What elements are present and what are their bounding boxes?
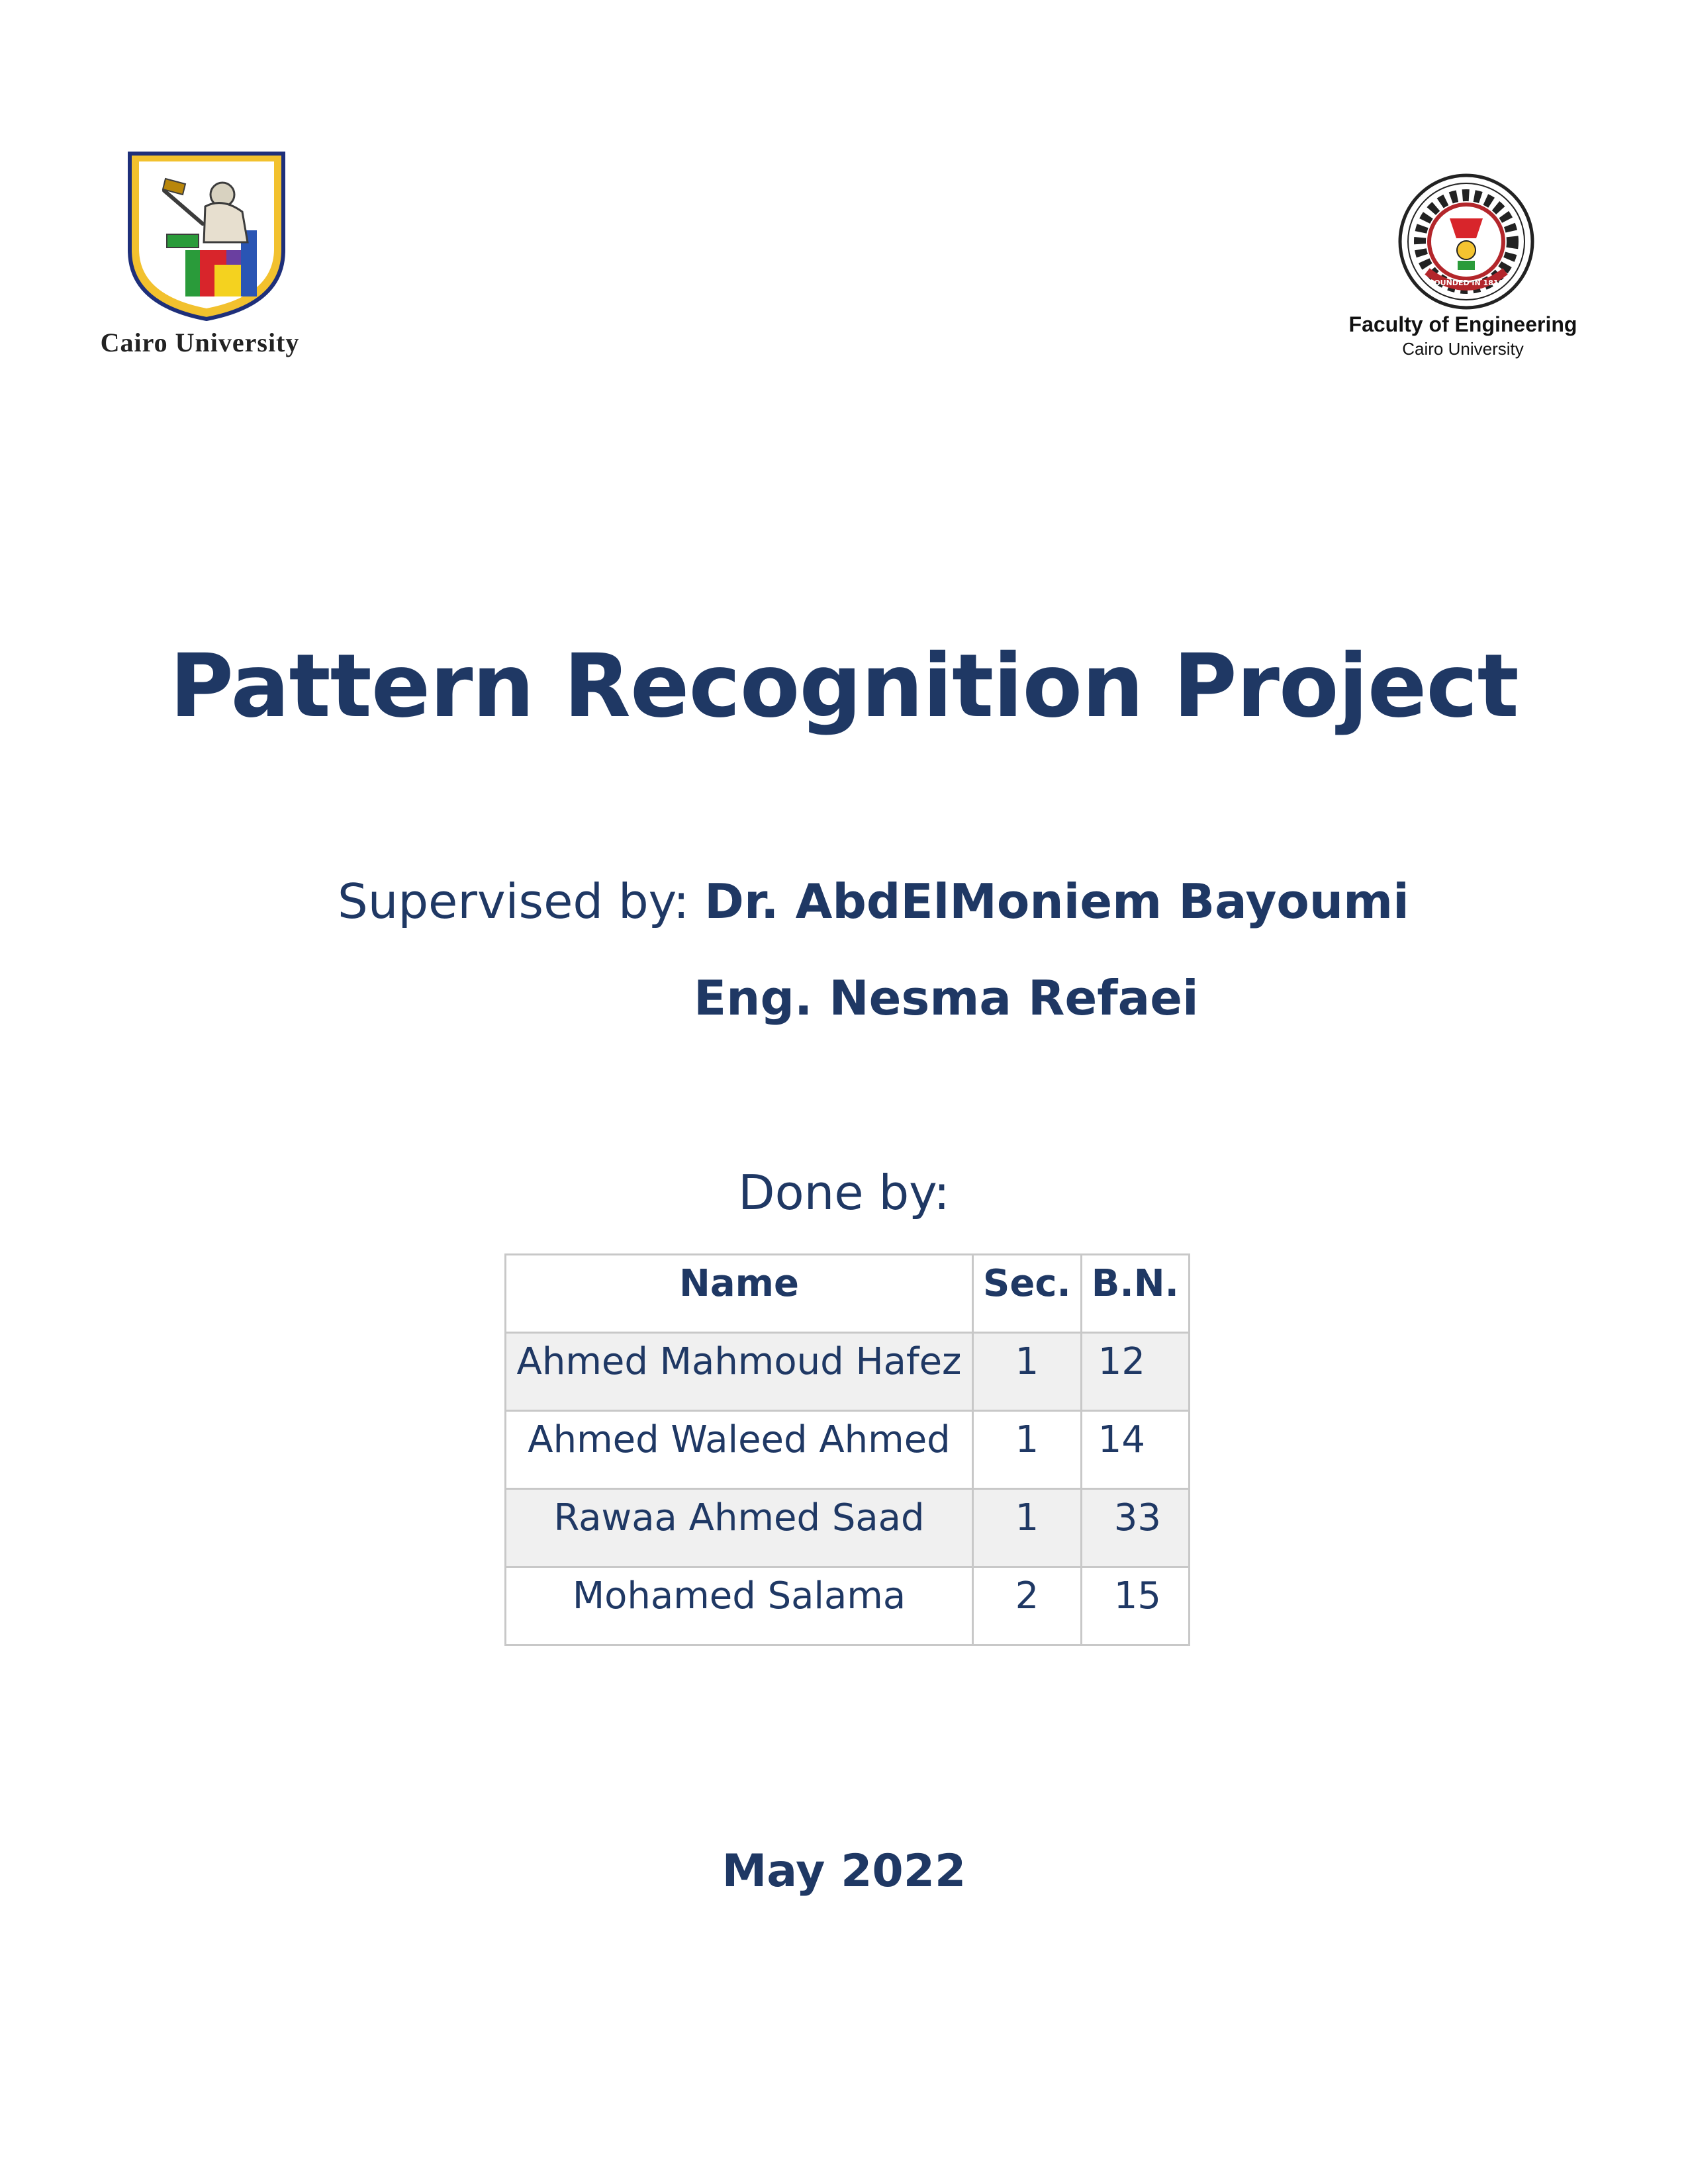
faculty-of-engineering-seal-icon — [1397, 172, 1536, 311]
cell-name: Ahmed Waleed Ahmed — [506, 1411, 973, 1489]
cell-name: Rawaa Ahmed Saad — [506, 1489, 973, 1567]
table-row — [506, 1333, 1190, 1411]
document-date: May 2022 — [722, 1845, 966, 1897]
cell-bn: 12 — [1081, 1333, 1189, 1411]
supervised-by-line — [338, 874, 1409, 929]
seal-founded-text: FOUNDED IN 1816 — [1429, 279, 1504, 287]
supervisor-2-name: Eng. Nesma Refaei — [694, 970, 1199, 1026]
header-bn: B.N. — [1081, 1255, 1189, 1333]
cell-sec: 1 — [973, 1411, 1082, 1489]
faculty-subtitle: Cairo University — [1402, 339, 1524, 359]
cell-sec: 1 — [973, 1489, 1082, 1567]
cell-sec: 1 — [973, 1333, 1082, 1411]
cell-name: Ahmed Mahmoud Hafez — [506, 1333, 973, 1411]
table-header-row — [506, 1255, 1190, 1333]
cell-name: Mohamed Salama — [506, 1567, 973, 1645]
cairo-university-logo — [74, 151, 326, 369]
cairo-university-crest-icon — [126, 151, 287, 322]
header-sec: Sec. — [973, 1255, 1082, 1333]
faculty-of-engineering-logo — [1331, 172, 1595, 371]
header-name: Name — [506, 1255, 973, 1333]
cell-bn: 14 — [1081, 1411, 1189, 1489]
faculty-title: Faculty of Engineering — [1348, 312, 1577, 336]
table-row — [506, 1489, 1190, 1567]
cell-bn: 33 — [1081, 1489, 1189, 1567]
supervised-by-label: Supervised by: — [338, 874, 705, 929]
team-table — [504, 1253, 1190, 1646]
table-row — [506, 1567, 1190, 1645]
cairo-university-caption: Cairo University — [100, 328, 300, 357]
table-row — [506, 1411, 1190, 1489]
document-title: Pattern Recognition Project — [169, 635, 1519, 737]
cell-bn: 15 — [1081, 1567, 1189, 1645]
supervisor-1-name: Dr. AbdElMoniem Bayoumi — [704, 874, 1409, 929]
cell-sec: 2 — [973, 1567, 1082, 1645]
done-by-label: Done by: — [738, 1165, 950, 1220]
